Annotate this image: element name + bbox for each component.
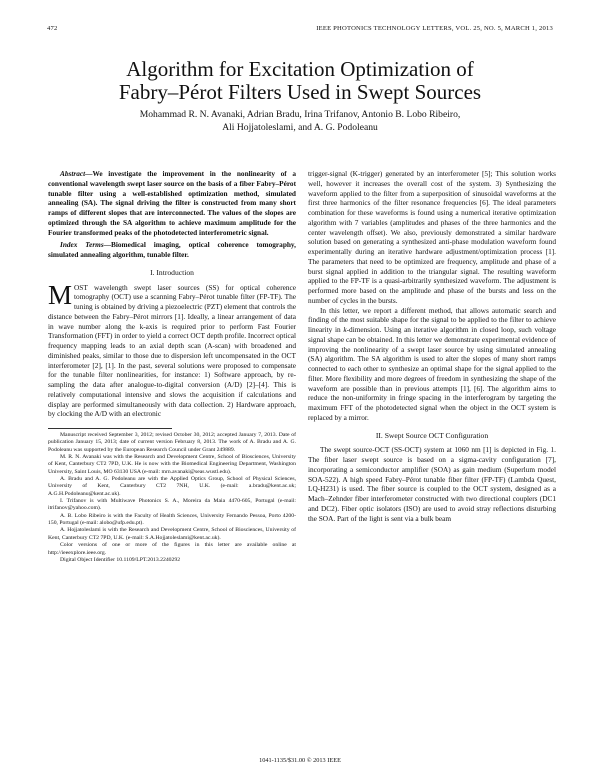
footnote-doi: Digital Object Identifier 10.1109/LPT.2013.2240292 [60, 556, 181, 563]
section-2-heading: II. Swept Source OCT Configuration [375, 430, 489, 440]
footnote-bradu-podoleanu: A. Bradu and A. G. Podoleanu are with the Applied Optics Group, School of Physical Sciences, University of Kent, Canterbury CT2 7NH, U.K. (e-mail: a.bradu@kent.ac.uk; A.G.H.Podoleanu@kent.ac.uk). [48, 476, 296, 497]
footnote-manuscript: Manuscript received September 3, 2012; revised October 30, 2012; accepted January 7, 2013. Date of publication January 15, 2013; date of current version February 8, 2013. The work of A. Bradu and A. G. Podoleanu was supported by the European Research Council under Grant 249889. [48, 432, 296, 453]
page-number: 472 [47, 25, 58, 32]
footnotes [48, 432, 296, 564]
title-line-1: Algorithm for Excitation Optimization of [126, 57, 474, 81]
authors-line-1: Mohammad R. N. Avanaki, Adrian Bradu, Irina Trifanov, Antonio B. Lobo Ribeiro, [139, 109, 461, 120]
index-terms-text: —Biomedical imaging, optical coherence tomography, simulated annealing algorithm, tunable filter. [48, 240, 296, 259]
index-terms-label: Index Terms [60, 240, 104, 250]
paper-title [40, 58, 560, 104]
footnote-lobo-ribeiro: A. B. Lobo Ribeiro is with the Faculty of Health Sciences, University Fernando Pessoa, Porto 4200-150, Portugal (e-mail: alobo@ufp.edu.pt). [48, 512, 296, 527]
footnote-trifanov: I. Trifanov is with Multiwave Photonics S. A., Moreira da Maia 4470-605, Portugal (e-mail: itrifanov@yahoo.com). [48, 498, 296, 512]
drop-cap: M [48, 279, 73, 310]
right-paragraph-3: The swept source-OCT (SS-OCT) system at 1060 nm [1] is depicted in Fig. 1. The fiber laser swept source is based on a sigma-cavity configuration [7], incorporating a semiconductor amplifier (SOA) as gain medium (Superlum model SOA-522). A high speed Fabry–Pérot tunable fiber filter (FP-TF) (Lambda Quest, LQ-H231) is used. The fiber source is coupled to the OCT system, designed as a Mach–Zehnder fiber interferometer constructed with two directional couplers (DC1 and DC2). Fiber optic isolators (ISO) are used to avoid stray reflections disturbing the SOA. Part of the light is sent via a bulk beam [308, 445, 556, 523]
intro-text: OST wavelength swept laser sources (SS) for optical coherence tomography (OCT) use a scanning Fabry–Pérot tunable filter (FP-TF). The tuning is obtained by driving a piezoelectric (PZT) element that controls the distance between the Fabry–Pérot mirrors [1]. Ideally, a linear arrangement of data in wave number along the k-axis is required prior to perform Fast Fourier Transformation (FFT) in order to yield a correct OCT depth profile. Incorrect optical frequency mapping leads to an axial depth scan (A-scan) with broadened and diminished peaks, similar to those due to dispersion left uncompensated in the OCT interferometer [2], [1]. In the past, several solutions were proposed to compensate for the tunable filter nonlinearities, for instance: 1) Software approach, by re-sampling the data after analogue-to-digital conversion (A/D) [2]–[4]. This is relatively computational intensive and slows the acquisition if calculations and display are performed simultaneously with data collection. 2) Hardware approach, by clocking the A/D with an electronic [48, 282, 296, 419]
footnote-hojjatoleslami: A. Hojjatoleslami is with the Research and Development Centre, School of Biosciences, University of Kent, Canterbury CT2 7PD, U.K. (e-mail: S.A.Hojjatoleslami@kent.ac.uk). [48, 527, 296, 541]
abstract-text: —We investigate the improvement in the nonlinearity of a conventional wavelength swept laser source on the basis of a fiber Fabry–Pérot tunable filter using a well-established optimization method, simulated annealing (SA). The signal driving the filter is constructed from many short ramps of different slopes that are interconnected. The values of the slopes are optimized through the SA algorithm to achieve maximum amplitude for the Fourier transformed peaks of the photodetected interferometric signal. [48, 169, 296, 237]
footnote-color-versions: Color versions of one or more of the figures in this letter are available online at http://ieeexplore.ieee.org. [48, 542, 296, 556]
p2-text-a: In this letter, we report a different method, that allows automatic search and finding of the most suitable shape for the signal to be applied to the filter to achieve linearity in [308, 305, 556, 334]
intro-paragraph-1 [48, 279, 296, 420]
section-1-heading: I. Introduction [150, 267, 194, 277]
abstract-label: Abstract [60, 169, 86, 178]
left-column [48, 169, 296, 749]
copyright-footer: 1041-1135/$31.00 © 2013 IEEE [259, 757, 341, 764]
abstract [48, 169, 296, 237]
footnote-avanaki: M. R. N. Avanaki was with the Research and Development Centre, School of Biosciences, University of Kent, Canterbury CT2 7PD, U.K. He is now with the Biomedical Engineering Department, Washington University, Saint Louis, MO 63130 USA (e-mail: mrn.avanaki@seas.wustl.edu). [48, 454, 296, 475]
right-column [308, 169, 556, 749]
author-list [60, 109, 540, 134]
authors-line-2: Ali Hojjatoleslami, and A. G. Podoleanu [222, 121, 378, 133]
title-line-2: Fabry–Pérot Filters Used in Swept Sources [118, 80, 482, 104]
running-header [47, 25, 553, 37]
p2-text-b: -dimension. Using an iterative algorithm in closed loop, such voltage signal shape can be obtained. In this letter we demonstrate experimental evidence of improving the nonlinearity of a swept laser source by using simulated annealing (SA) algorithm. The SA algorithm is used to alter the slopes of many short ramps connected to each other to synthesize an optimal shape for the signal applied to the filter. More flexibility and more degrees of freedom in synthesizing the shape of the waveform are possible than in previous attempts [1], [6]. The algorithm aims to reduce the non-uniformity in fringe spacing in the interferogram by targeting the maximum FFT of the photodetected signal when the object in the OCT system is replaced by a mirror. [308, 325, 556, 422]
journal-name: IEEE PHOTONICS TECHNOLOGY LETTERS, VOL. 25, NO. 5, MARCH 1, 2013 [316, 25, 553, 32]
right-paragraph-2 [308, 306, 556, 423]
index-terms [48, 240, 296, 260]
footnote-rule [48, 428, 172, 429]
k-italic: k [343, 325, 347, 334]
right-paragraph-1: trigger-signal (K-trigger) generated by an interferometer [5]; This solution works well, however it increases the overall cost of the system. 3) Synthesizing the waveform applied to the filter from a superposition of sinusoidal waveforms at the first three harmonics of the filter resonance frequencies [6]. The ideal parameters combination for these waveforms is found using a numerical iterative optimization algorithm with 7 variables (amplitudes and phases of the three harmonics and the center wavelength offset). We also, previously demonstrated a similar hardware solution based on generating a synthesized anti-phase modulation waveform found experimentally during an iterative hardware adjustment/optimization process [1]. The parameters that need to be optimized are frequency, amplitude and phase of a burst signal applied in addition to the triangular signal. The resulting waveform applied to the FP-TF is a quasi-arbitrarily synthesized waveform. The adjustment is performed more based on the amplitude and phase of the bursts and less on the number of cycles in the bursts. [308, 169, 556, 305]
